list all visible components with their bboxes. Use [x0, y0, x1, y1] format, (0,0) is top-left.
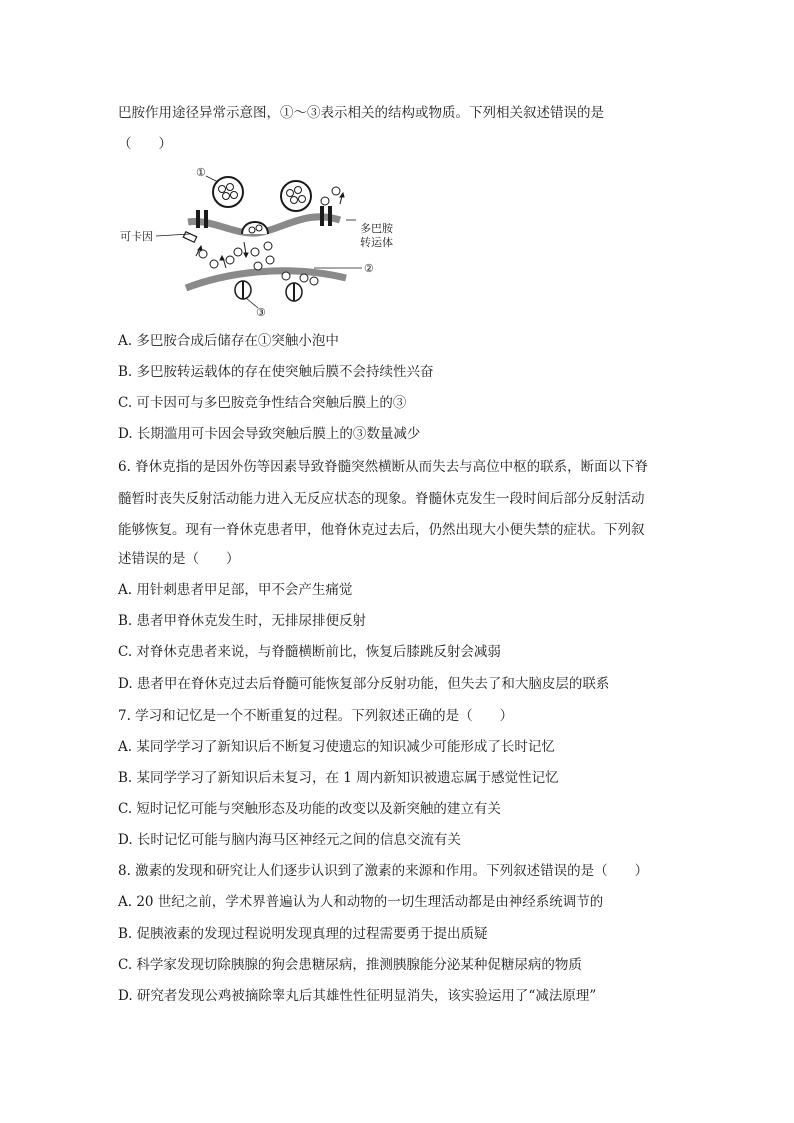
q5-option-d: D. 长期滥用可卡因会导致突触后膜上的③数量减少	[118, 426, 421, 442]
q8-option-c: C. 科学家发现切除胰腺的狗会患糖尿病，推测胰腺能分泌某种促糖尿病的物质	[118, 957, 582, 973]
q6-option-c: C. 对脊休克患者来说，与脊髓横断前比，恢复后膝跳反射会减弱	[118, 644, 501, 660]
q8-option-a: A. 20 世纪之前，学术界普遍认为人和动物的一切生理活动都是由神经系统调节的	[118, 894, 604, 910]
synaptic-vesicle-2	[281, 181, 311, 211]
q6-option-b: B. 患者甲脊休克发生时，无排尿排便反射	[118, 613, 367, 629]
q7-option-b: B. 某同学学习了新知识后未复习，在 1 周内新知识被遗忘属于感觉性记忆	[118, 770, 559, 786]
q7-stem: 7. 学习和记忆是一个不断重复的过程。下列叙述正确的是（ ）	[118, 708, 514, 724]
q6-option-d: D. 患者甲在脊休克过去后脊髓可能恢复部分反射功能，但失去了和大脑皮层的联系	[118, 676, 610, 692]
q8-option-d: D. 研究者发现公鸡被摘除睾丸后其雄性性征明显消失，该实验运用了“减法原理”	[118, 988, 597, 1004]
q8-option-b: B. 促胰液素的发现过程说明发现真理的过程需要勇于提出质疑	[118, 926, 488, 942]
cocaine-molecule	[183, 232, 196, 243]
q6-stem-line-4: 述错误的是（ ）	[118, 551, 240, 567]
receptor-2	[286, 283, 302, 301]
q6-stem-line-2: 髓暂时丧失反射活动能力进入无反应状态的现象。脊髓休克发生一段时间后部分反射活动	[118, 491, 645, 507]
fusing-vesicle	[242, 222, 268, 234]
label-3: ③	[256, 306, 266, 319]
q8-stem: 8. 激素的发现和研究让人们逐步认识到了激素的来源和作用。下列叙述错误的是（ ）	[118, 863, 649, 879]
q6-stem-line-3: 能够恢复。现有一脊休克患者甲，他脊休克过去后，仍然出现大小便失禁的症状。下列叙	[118, 522, 645, 538]
q5-stem-line-2: （ ）	[118, 136, 172, 152]
receptor-1	[235, 281, 251, 299]
label-2: ②	[364, 262, 374, 275]
label-transporter-line-2: 转运体	[360, 236, 393, 249]
synapse-diagram	[118, 160, 418, 320]
q7-option-d: D. 长时记忆可能与脑内海马区神经元之间的信息交流有关	[118, 832, 461, 848]
q7-option-c: C. 短时记忆可能与突触形态及功能的改变以及新突触的建立有关	[118, 801, 501, 817]
q5-option-c: C. 可卡因可与多巴胺竞争性结合突触后膜上的③	[118, 395, 407, 411]
q5-option-b: B. 多巴胺转运载体的存在使突触后膜不会持续性兴奋	[118, 364, 434, 380]
q7-option-a: A. 某同学学习了新知识后不断复习使遗忘的知识减少可能形成了长时记忆	[118, 739, 555, 755]
label-transporter-line-1: 多巴胺	[360, 222, 393, 235]
q6-stem-line-1: 6. 脊休克指的是因外伤等因素导致脊髓突然横断从而失去与高位中枢的联系，断面以下脊	[118, 459, 649, 475]
q5-option-a: A. 多巴胺合成后储存在①突触小泡中	[118, 333, 339, 349]
label-1: ①	[196, 166, 206, 179]
q5-stem-line-1: 巴胺作用途径异常示意图，①～③表示相关的结构或物质。下列相关叙述错误的是	[118, 105, 604, 121]
postsynaptic-membrane	[186, 271, 346, 288]
q6-option-a: A. 用针刺患者甲足部，甲不会产生痛觉	[118, 582, 353, 598]
label-cocaine: 可卡因	[120, 230, 153, 243]
